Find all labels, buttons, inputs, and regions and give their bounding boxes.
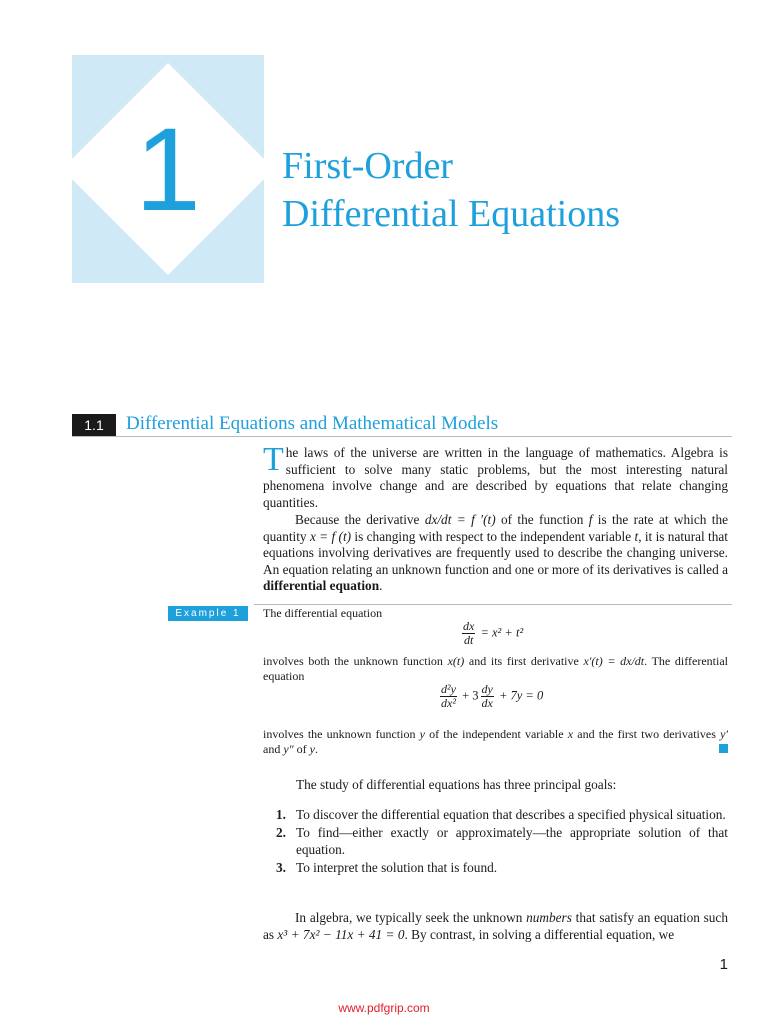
text-run: of the independent variable — [424, 727, 568, 741]
derivative-paragraph — [263, 512, 728, 595]
chapter-number: 1 — [135, 104, 201, 236]
text-run: of the function — [495, 512, 589, 527]
drop-cap: T — [263, 441, 284, 478]
example-text: The differential equation — [263, 606, 383, 620]
watermark-link[interactable]: www.pdfgrip.com — [338, 1001, 430, 1015]
example-text — [263, 654, 728, 684]
equation-rhs: + 7y = 0 — [495, 688, 544, 703]
chapter-title-line2: Differential Equations — [282, 193, 621, 235]
text-run: . The differential equation — [263, 654, 728, 683]
text-run: , it is natural that equations involving derivatives are frequently used to describe the changing universe. An equation relating an unknown function and one or more of its derivatives is called a — [263, 528, 728, 577]
list-text: To interpret the solution that is found. — [296, 860, 498, 875]
text-run: and the first two derivatives — [573, 727, 721, 741]
math-inline: x′(t) = dx/dt — [583, 654, 645, 668]
text-run: . By contrast, in solving a differential equation, we — [404, 926, 675, 942]
list-text: To discover the differential equation that describes a specified physical situation. — [296, 807, 726, 822]
text-run: is changing with respect to the independent variable — [351, 528, 635, 544]
text-run: and — [263, 742, 284, 756]
math-inline: y — [419, 727, 425, 741]
intro-paragraph — [263, 441, 728, 511]
math-inline: x³ + 7x² − 11x + 41 = 0 — [277, 926, 405, 942]
text-run: that satisfy an equation such as — [263, 910, 728, 942]
denominator: dx — [481, 696, 493, 710]
chapter-title — [282, 142, 742, 238]
goals-intro: The study of differential equations has three principal goals: — [296, 777, 617, 792]
section-divider — [72, 436, 732, 437]
equation-1 — [460, 620, 523, 647]
section-number: 1.1 — [72, 414, 116, 436]
numerator: d²y — [441, 682, 456, 696]
equation-term: + 3 — [458, 688, 479, 703]
example-end-marker — [719, 744, 728, 753]
text-run: . — [379, 578, 383, 593]
text-run: of — [293, 742, 310, 756]
numerator: dx — [463, 619, 475, 633]
text-run: In algebra, we typically seek the unknown — [295, 910, 527, 925]
list-number: 2. — [276, 825, 286, 840]
fraction — [481, 683, 494, 710]
text-run: . — [314, 742, 318, 756]
equation-rhs: = x² + t² — [477, 625, 524, 640]
math-inline: y′ — [720, 727, 729, 741]
math-inline: x — [567, 727, 574, 741]
list-number: 3. — [276, 860, 286, 875]
defined-term: differential equation — [263, 578, 380, 593]
denominator: dt — [463, 633, 474, 647]
algebra-paragraph — [263, 910, 728, 943]
math-inline: y″ — [283, 742, 294, 756]
section-title: Differential Equations and Mathematical Models — [126, 413, 499, 434]
emphasis: numbers — [526, 910, 572, 925]
chapter-number-box — [72, 55, 264, 283]
list-item — [276, 806, 728, 823]
math-inline: x(t) — [447, 654, 465, 668]
list-text: To find—either exactly or approximately—the appropriate solution of that equation. — [296, 825, 728, 857]
list-item — [276, 824, 728, 858]
example-divider — [254, 604, 732, 605]
text-run: Because the derivative — [295, 512, 425, 527]
equation-2 — [438, 683, 543, 710]
fraction — [440, 683, 457, 710]
text-run: and its first derivative — [464, 654, 584, 668]
list-item — [276, 859, 728, 876]
text-run: involves both the unknown function — [263, 654, 448, 668]
math-inline: f — [588, 512, 593, 527]
goals-list — [276, 806, 728, 877]
text-run: involves the unknown function — [263, 727, 420, 741]
math-inline: t — [634, 528, 639, 544]
math-inline: x = f (t) — [309, 528, 352, 544]
chapter-title-line1: First-Order — [282, 145, 453, 187]
numerator: dy — [481, 682, 493, 696]
text-run: is the rate at which the quantity — [263, 512, 729, 544]
intro-text: he laws of the universe are written in the language of mathematics. Algebra is sufficient to solve many static problems, but the most interesting natural phenomena involve change and are described by equations that relate changing quantities. — [263, 445, 728, 510]
fraction — [462, 620, 475, 647]
page-number: 1 — [719, 956, 728, 973]
example-text — [263, 727, 728, 757]
denominator: dx² — [441, 696, 456, 710]
example-label: Example 1 — [168, 606, 248, 621]
list-number: 1. — [276, 807, 286, 822]
math-inline: dx/dt = f ′(t) — [424, 512, 496, 527]
math-inline: y — [309, 742, 315, 756]
